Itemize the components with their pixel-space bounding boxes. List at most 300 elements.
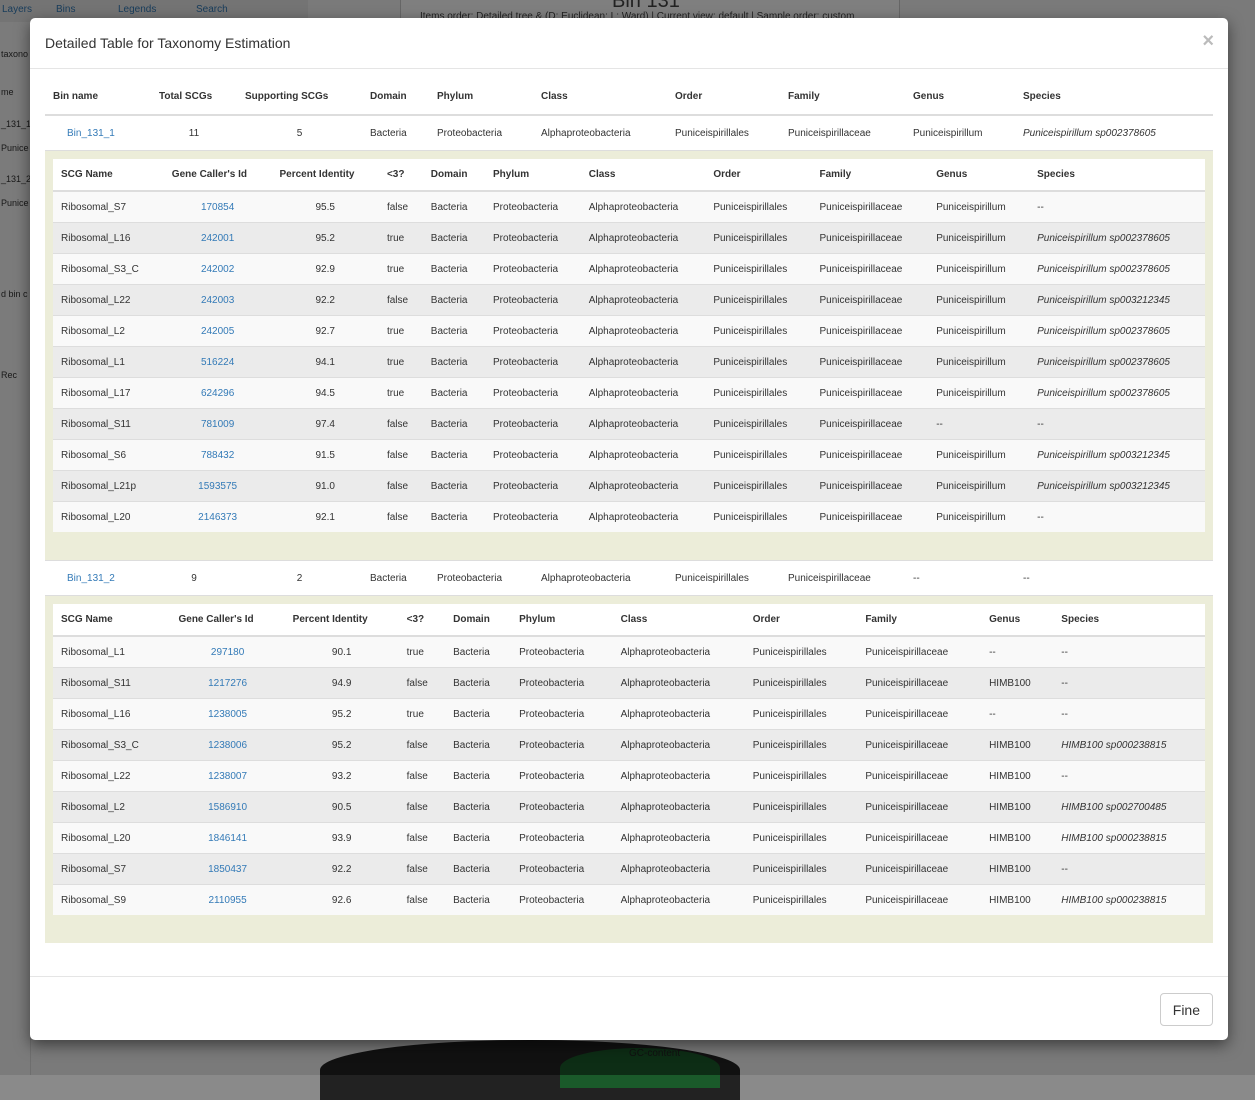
- scg-pid-cell: 92.1: [271, 502, 379, 533]
- scg-phylum-cell: Proteobacteria: [485, 223, 581, 254]
- scg-phylum-cell: Proteobacteria: [511, 885, 612, 916]
- column-header: Phylum: [429, 78, 533, 115]
- scg-family-cell: Puniceispirillaceae: [812, 191, 929, 223]
- scg-family-cell: Puniceispirillaceae: [812, 502, 929, 533]
- gene-caller-id-link[interactable]: 297180: [170, 636, 284, 668]
- scg-class-cell: Alphaproteobacteria: [613, 668, 745, 699]
- scg-order-cell: Puniceispirillales: [745, 699, 858, 730]
- gene-caller-id-link[interactable]: 781009: [164, 409, 272, 440]
- scg-lt3-cell: false: [399, 885, 445, 916]
- scg-species-cell: HIMB100 sp000238815: [1053, 823, 1205, 854]
- scg-column-header: Species: [1053, 604, 1205, 636]
- scg-species-cell: Puniceispirillum sp002378605: [1029, 378, 1205, 409]
- scg-row: [53, 668, 1205, 699]
- scg-genus-cell: --: [981, 699, 1053, 730]
- scg-domain-cell: Bacteria: [445, 730, 511, 761]
- scg-family-cell: Puniceispirillaceae: [857, 730, 981, 761]
- close-icon[interactable]: ×: [1202, 30, 1214, 52]
- scg-scg-cell: Ribosomal_L16: [53, 699, 170, 730]
- scg-column-header: Domain: [423, 159, 485, 191]
- scg-class-cell: Alphaproteobacteria: [613, 761, 745, 792]
- scg-domain-cell: Bacteria: [423, 502, 485, 533]
- scg-species-cell: HIMB100 sp000238815: [1053, 730, 1205, 761]
- scg-order-cell: Puniceispirillales: [705, 409, 811, 440]
- gene-caller-id-link[interactable]: 242003: [164, 285, 272, 316]
- scg-column-header: <3?: [399, 604, 445, 636]
- fine-button[interactable]: Fine: [1160, 993, 1213, 1026]
- scg-class-cell: Alphaproteobacteria: [581, 471, 706, 502]
- gene-caller-id-link[interactable]: 1238007: [170, 761, 284, 792]
- scg-lt3-cell: true: [379, 223, 423, 254]
- scg-pid-cell: 93.2: [285, 761, 399, 792]
- scg-phylum-cell: Proteobacteria: [485, 409, 581, 440]
- scg-genus-cell: Puniceispirillum: [928, 347, 1029, 378]
- gene-caller-id-link[interactable]: 516224: [164, 347, 272, 378]
- scg-species-cell: --: [1053, 636, 1205, 668]
- scg-scg-cell: Ribosomal_L20: [53, 823, 170, 854]
- column-header: Class: [533, 78, 667, 115]
- scg-lt3-cell: false: [399, 792, 445, 823]
- scg-class-cell: Alphaproteobacteria: [581, 316, 706, 347]
- scg-row: [53, 223, 1205, 254]
- chevron-down-icon: [53, 128, 61, 136]
- scg-column-header: Percent Identity: [271, 159, 379, 191]
- scg-domain-cell: Bacteria: [423, 285, 485, 316]
- scg-scg-cell: Ribosomal_S7: [53, 191, 164, 223]
- scg-domain-cell: Bacteria: [423, 378, 485, 409]
- scg-species-cell: Puniceispirillum sp003212345: [1029, 440, 1205, 471]
- scg-genus-cell: --: [981, 636, 1053, 668]
- scg-pid-cell: 90.1: [285, 636, 399, 668]
- scg-lt3-cell: false: [379, 440, 423, 471]
- scg-pid-cell: 95.5: [271, 191, 379, 223]
- scg-lt3-cell: false: [399, 761, 445, 792]
- scg-genus-cell: HIMB100: [981, 792, 1053, 823]
- scg-lt3-cell: false: [379, 285, 423, 316]
- scg-row: [53, 316, 1205, 347]
- scg-phylum-cell: Proteobacteria: [485, 347, 581, 378]
- scg-pid-cell: 92.2: [271, 285, 379, 316]
- scg-class-cell: Alphaproteobacteria: [581, 440, 706, 471]
- bin-total-scgs-cell: 9: [151, 561, 237, 596]
- scg-pid-cell: 91.0: [271, 471, 379, 502]
- scg-family-cell: Puniceispirillaceae: [812, 378, 929, 409]
- main-header-row: [45, 78, 1213, 115]
- scg-genus-cell: HIMB100: [981, 885, 1053, 916]
- scg-species-cell: Puniceispirillum sp003212345: [1029, 285, 1205, 316]
- bin-detail-row: [45, 596, 1213, 944]
- gene-caller-id-link[interactable]: 170854: [164, 191, 272, 223]
- scg-genus-cell: HIMB100: [981, 668, 1053, 699]
- bin-domain-cell: Bacteria: [362, 561, 429, 596]
- scg-genus-cell: HIMB100: [981, 730, 1053, 761]
- scg-lt3-cell: true: [399, 636, 445, 668]
- scg-family-cell: Puniceispirillaceae: [857, 854, 981, 885]
- scg-phylum-cell: Proteobacteria: [511, 761, 612, 792]
- bin-name[interactable]: Bin_131_1: [67, 127, 115, 139]
- bin-supporting-scgs-cell: 2: [237, 561, 362, 596]
- scg-genus-cell: HIMB100: [981, 823, 1053, 854]
- scg-class-cell: Alphaproteobacteria: [613, 730, 745, 761]
- scg-order-cell: Puniceispirillales: [705, 316, 811, 347]
- scg-genus-cell: Puniceispirillum: [928, 471, 1029, 502]
- scg-pid-cell: 97.4: [271, 409, 379, 440]
- bin-detail-panel: [45, 151, 1213, 561]
- scg-column-header: Class: [581, 159, 706, 191]
- scg-lt3-cell: false: [399, 730, 445, 761]
- bin-phylum-cell: Proteobacteria: [429, 115, 533, 151]
- gene-caller-id-link[interactable]: 1846141: [170, 823, 284, 854]
- scg-scg-cell: Ribosomal_L21p: [53, 471, 164, 502]
- scg-class-cell: Alphaproteobacteria: [581, 223, 706, 254]
- scg-lt3-cell: false: [399, 668, 445, 699]
- scg-class-cell: Alphaproteobacteria: [581, 254, 706, 285]
- scg-domain-cell: Bacteria: [423, 471, 485, 502]
- scg-class-cell: Alphaproteobacteria: [613, 885, 745, 916]
- scg-scg-cell: Ribosomal_S7: [53, 854, 170, 885]
- column-header: Domain: [362, 78, 429, 115]
- scg-species-cell: --: [1053, 854, 1205, 885]
- scg-species-cell: --: [1053, 668, 1205, 699]
- scg-row: [53, 854, 1205, 885]
- scg-scg-cell: Ribosomal_L17: [53, 378, 164, 409]
- bin-detail-row: [45, 151, 1213, 561]
- scg-genus-cell: Puniceispirillum: [928, 285, 1029, 316]
- scg-column-header: Species: [1029, 159, 1205, 191]
- scg-order-cell: Puniceispirillales: [745, 668, 858, 699]
- scg-family-cell: Puniceispirillaceae: [812, 471, 929, 502]
- scg-header-row: [53, 159, 1205, 191]
- gene-caller-id-link[interactable]: 1238006: [170, 730, 284, 761]
- bin-genus-cell: Puniceispirillum: [905, 115, 1015, 151]
- scg-pid-cell: 93.9: [285, 823, 399, 854]
- scg-class-cell: Alphaproteobacteria: [613, 699, 745, 730]
- scg-phylum-cell: Proteobacteria: [511, 823, 612, 854]
- scg-order-cell: Puniceispirillales: [705, 378, 811, 409]
- scg-column-header: Gene Caller's Id: [164, 159, 272, 191]
- scg-family-cell: Puniceispirillaceae: [857, 885, 981, 916]
- scg-family-cell: Puniceispirillaceae: [812, 347, 929, 378]
- scg-column-header: Family: [857, 604, 981, 636]
- modal-footer: [30, 976, 1228, 1040]
- gene-caller-id-link[interactable]: 788432: [164, 440, 272, 471]
- bin-order-cell: Puniceispirillales: [667, 115, 780, 151]
- scg-phylum-cell: Proteobacteria: [485, 471, 581, 502]
- scg-column-header: SCG Name: [53, 159, 164, 191]
- scg-row: [53, 761, 1205, 792]
- scg-species-cell: --: [1053, 761, 1205, 792]
- scg-class-cell: Alphaproteobacteria: [581, 191, 706, 223]
- scg-phylum-cell: Proteobacteria: [485, 378, 581, 409]
- scg-order-cell: Puniceispirillales: [745, 792, 858, 823]
- bin-toggle-link[interactable]: [53, 573, 115, 584]
- scg-order-cell: Puniceispirillales: [745, 636, 858, 668]
- scg-scg-cell: Ribosomal_L20: [53, 502, 164, 533]
- scg-class-cell: Alphaproteobacteria: [581, 378, 706, 409]
- scg-scg-cell: Ribosomal_S3_C: [53, 254, 164, 285]
- scg-genus-cell: Puniceispirillum: [928, 316, 1029, 347]
- scg-genus-cell: Puniceispirillum: [928, 223, 1029, 254]
- scg-table: [53, 159, 1205, 532]
- scg-header-row: [53, 604, 1205, 636]
- scg-column-header: SCG Name: [53, 604, 170, 636]
- scg-class-cell: Alphaproteobacteria: [613, 823, 745, 854]
- scg-row: [53, 823, 1205, 854]
- scg-scg-cell: Ribosomal_L16: [53, 223, 164, 254]
- bin-detail-panel: [45, 596, 1213, 944]
- scg-row: [53, 471, 1205, 502]
- scg-pid-cell: 95.2: [285, 699, 399, 730]
- scg-phylum-cell: Proteobacteria: [511, 730, 612, 761]
- scg-pid-cell: 90.5: [285, 792, 399, 823]
- column-header: Species: [1015, 78, 1213, 115]
- scg-row: [53, 699, 1205, 730]
- scg-order-cell: Puniceispirillales: [705, 471, 811, 502]
- bin-supporting-scgs-cell: 5: [237, 115, 362, 151]
- scg-lt3-cell: true: [379, 347, 423, 378]
- scg-pid-cell: 91.5: [271, 440, 379, 471]
- scg-scg-cell: Ribosomal_S11: [53, 409, 164, 440]
- scg-row: [53, 792, 1205, 823]
- bin-family-cell: Puniceispirillaceae: [780, 561, 905, 596]
- scg-species-cell: Puniceispirillum sp002378605: [1029, 223, 1205, 254]
- bin-genus-cell: --: [905, 561, 1015, 596]
- scg-order-cell: Puniceispirillales: [705, 347, 811, 378]
- scg-family-cell: Puniceispirillaceae: [812, 440, 929, 471]
- scg-row: [53, 347, 1205, 378]
- gene-caller-id-link[interactable]: 1217276: [170, 668, 284, 699]
- scg-domain-cell: Bacteria: [445, 885, 511, 916]
- modal-title: Detailed Table for Taxonomy Estimation: [45, 35, 291, 51]
- scg-phylum-cell: Proteobacteria: [511, 636, 612, 668]
- scg-row: [53, 191, 1205, 223]
- scg-lt3-cell: true: [379, 316, 423, 347]
- scg-domain-cell: Bacteria: [423, 347, 485, 378]
- scg-order-cell: Puniceispirillales: [745, 885, 858, 916]
- scg-family-cell: Puniceispirillaceae: [857, 636, 981, 668]
- scg-genus-cell: HIMB100: [981, 761, 1053, 792]
- scg-genus-cell: Puniceispirillum: [928, 440, 1029, 471]
- scg-phylum-cell: Proteobacteria: [511, 699, 612, 730]
- scg-genus-cell: Puniceispirillum: [928, 254, 1029, 285]
- gene-caller-id-link[interactable]: 242005: [164, 316, 272, 347]
- scg-species-cell: Puniceispirillum sp002378605: [1029, 254, 1205, 285]
- bin-total-scgs-cell: 11: [151, 115, 237, 151]
- scg-row: [53, 285, 1205, 316]
- scg-order-cell: Puniceispirillales: [705, 191, 811, 223]
- bin-row[interactable]: [45, 561, 1213, 596]
- scg-order-cell: Puniceispirillales: [745, 854, 858, 885]
- scg-pid-cell: 92.9: [271, 254, 379, 285]
- scg-lt3-cell: false: [379, 409, 423, 440]
- scg-order-cell: Puniceispirillales: [745, 761, 858, 792]
- scg-scg-cell: Ribosomal_L2: [53, 316, 164, 347]
- scg-row: [53, 502, 1205, 533]
- bin-class-cell: Alphaproteobacteria: [533, 115, 667, 151]
- scg-phylum-cell: Proteobacteria: [485, 440, 581, 471]
- scg-phylum-cell: Proteobacteria: [485, 191, 581, 223]
- scg-phylum-cell: Proteobacteria: [485, 254, 581, 285]
- scg-lt3-cell: false: [399, 854, 445, 885]
- gene-caller-id-link[interactable]: 624296: [164, 378, 272, 409]
- scg-phylum-cell: Proteobacteria: [511, 668, 612, 699]
- scg-genus-cell: Puniceispirillum: [928, 191, 1029, 223]
- taxonomy-modal: [30, 18, 1228, 1040]
- scg-row: [53, 378, 1205, 409]
- scg-pid-cell: 94.9: [285, 668, 399, 699]
- scg-scg-cell: Ribosomal_S9: [53, 885, 170, 916]
- scg-column-header: Phylum: [511, 604, 612, 636]
- gene-caller-id-link[interactable]: 2110955: [170, 885, 284, 916]
- column-header: Order: [667, 78, 780, 115]
- scg-row: [53, 440, 1205, 471]
- scg-class-cell: Alphaproteobacteria: [581, 502, 706, 533]
- gene-caller-id-link[interactable]: 1593575: [164, 471, 272, 502]
- scg-class-cell: Alphaproteobacteria: [613, 636, 745, 668]
- modal-body: [45, 78, 1213, 943]
- scg-column-header: <3?: [379, 159, 423, 191]
- scg-domain-cell: Bacteria: [423, 409, 485, 440]
- scg-species-cell: --: [1029, 409, 1205, 440]
- scg-scg-cell: Ribosomal_S11: [53, 668, 170, 699]
- scg-scg-cell: Ribosomal_L22: [53, 285, 164, 316]
- column-header: Total SCGs: [151, 78, 237, 115]
- scg-scg-cell: Ribosomal_S3_C: [53, 730, 170, 761]
- scg-column-header: Family: [812, 159, 929, 191]
- bin-family-cell: Puniceispirillaceae: [780, 115, 905, 151]
- scg-scg-cell: Ribosomal_L2: [53, 792, 170, 823]
- scg-order-cell: Puniceispirillales: [705, 254, 811, 285]
- scg-row: [53, 636, 1205, 668]
- scg-pid-cell: 92.7: [271, 316, 379, 347]
- scg-class-cell: Alphaproteobacteria: [581, 285, 706, 316]
- scg-domain-cell: Bacteria: [423, 440, 485, 471]
- gene-caller-id-link[interactable]: 2146373: [164, 502, 272, 533]
- scg-scg-cell: Ribosomal_S6: [53, 440, 164, 471]
- scg-column-header: Domain: [445, 604, 511, 636]
- scg-column-header: Gene Caller's Id: [170, 604, 284, 636]
- scg-phylum-cell: Proteobacteria: [485, 285, 581, 316]
- scg-class-cell: Alphaproteobacteria: [581, 409, 706, 440]
- scg-species-cell: --: [1029, 191, 1205, 223]
- scg-family-cell: Puniceispirillaceae: [812, 409, 929, 440]
- scg-species-cell: HIMB100 sp000238815: [1053, 885, 1205, 916]
- scg-column-header: Genus: [928, 159, 1029, 191]
- scg-genus-cell: Puniceispirillum: [928, 378, 1029, 409]
- scg-order-cell: Puniceispirillales: [705, 223, 811, 254]
- scg-row: [53, 254, 1205, 285]
- gene-caller-id-link[interactable]: 1238005: [170, 699, 284, 730]
- scg-phylum-cell: Proteobacteria: [511, 792, 612, 823]
- column-header: Bin name: [45, 78, 151, 115]
- scg-domain-cell: Bacteria: [445, 792, 511, 823]
- scg-family-cell: Puniceispirillaceae: [857, 699, 981, 730]
- scg-pid-cell: 92.6: [285, 885, 399, 916]
- bin-name-cell[interactable]: [45, 115, 151, 151]
- scg-genus-cell: --: [928, 409, 1029, 440]
- gene-caller-id-link[interactable]: 1850437: [170, 854, 284, 885]
- bin-toggle-link[interactable]: [53, 128, 115, 139]
- taxonomy-table: [45, 78, 1213, 943]
- gene-caller-id-link[interactable]: 1586910: [170, 792, 284, 823]
- scg-family-cell: Puniceispirillaceae: [812, 223, 929, 254]
- scg-pid-cell: 95.2: [285, 730, 399, 761]
- scg-family-cell: Puniceispirillaceae: [812, 285, 929, 316]
- bin-name-cell[interactable]: [45, 561, 151, 596]
- bin-name[interactable]: Bin_131_2: [67, 572, 115, 584]
- scg-family-cell: Puniceispirillaceae: [812, 254, 929, 285]
- scg-pid-cell: 95.2: [271, 223, 379, 254]
- scg-class-cell: Alphaproteobacteria: [613, 854, 745, 885]
- scg-column-header: Order: [705, 159, 811, 191]
- scg-domain-cell: Bacteria: [445, 823, 511, 854]
- scg-lt3-cell: false: [379, 191, 423, 223]
- scg-family-cell: Puniceispirillaceae: [857, 668, 981, 699]
- scg-order-cell: Puniceispirillales: [745, 730, 858, 761]
- gene-caller-id-link[interactable]: 242001: [164, 223, 272, 254]
- scg-scg-cell: Ribosomal_L1: [53, 636, 170, 668]
- scg-species-cell: --: [1053, 699, 1205, 730]
- scg-column-header: Class: [613, 604, 745, 636]
- chevron-down-icon: [53, 573, 61, 581]
- scg-lt3-cell: false: [399, 823, 445, 854]
- scg-domain-cell: Bacteria: [423, 223, 485, 254]
- scg-domain-cell: Bacteria: [445, 761, 511, 792]
- scg-domain-cell: Bacteria: [445, 854, 511, 885]
- bin-phylum-cell: Proteobacteria: [429, 561, 533, 596]
- scg-family-cell: Puniceispirillaceae: [857, 823, 981, 854]
- scg-species-cell: Puniceispirillum sp003212345: [1029, 471, 1205, 502]
- scg-lt3-cell: true: [379, 378, 423, 409]
- column-header: Family: [780, 78, 905, 115]
- scg-lt3-cell: true: [379, 254, 423, 285]
- scg-genus-cell: Puniceispirillum: [928, 502, 1029, 533]
- scg-column-header: Percent Identity: [285, 604, 399, 636]
- scg-pid-cell: 94.1: [271, 347, 379, 378]
- scg-family-cell: Puniceispirillaceae: [812, 316, 929, 347]
- scg-species-cell: --: [1029, 502, 1205, 533]
- column-header: Genus: [905, 78, 1015, 115]
- scg-lt3-cell: false: [379, 471, 423, 502]
- scg-phylum-cell: Proteobacteria: [485, 502, 581, 533]
- scg-order-cell: Puniceispirillales: [705, 285, 811, 316]
- scg-species-cell: Puniceispirillum sp002378605: [1029, 347, 1205, 378]
- scg-pid-cell: 92.2: [285, 854, 399, 885]
- bin-domain-cell: Bacteria: [362, 115, 429, 151]
- modal-header: [30, 18, 1228, 69]
- bin-species-cell: --: [1015, 561, 1213, 596]
- scg-species-cell: HIMB100 sp002700485: [1053, 792, 1205, 823]
- scg-lt3-cell: false: [379, 502, 423, 533]
- scg-family-cell: Puniceispirillaceae: [857, 792, 981, 823]
- scg-column-header: Order: [745, 604, 858, 636]
- scg-phylum-cell: Proteobacteria: [485, 316, 581, 347]
- bin-row[interactable]: [45, 115, 1213, 151]
- scg-domain-cell: Bacteria: [423, 191, 485, 223]
- scg-row: [53, 409, 1205, 440]
- gene-caller-id-link[interactable]: 242002: [164, 254, 272, 285]
- scg-order-cell: Puniceispirillales: [745, 823, 858, 854]
- bin-class-cell: Alphaproteobacteria: [533, 561, 667, 596]
- scg-domain-cell: Bacteria: [445, 668, 511, 699]
- scg-domain-cell: Bacteria: [423, 254, 485, 285]
- scg-pid-cell: 94.5: [271, 378, 379, 409]
- scg-class-cell: Alphaproteobacteria: [581, 347, 706, 378]
- scg-domain-cell: Bacteria: [445, 699, 511, 730]
- scg-row: [53, 730, 1205, 761]
- bin-species-cell: Puniceispirillum sp002378605: [1015, 115, 1213, 151]
- scg-domain-cell: Bacteria: [423, 316, 485, 347]
